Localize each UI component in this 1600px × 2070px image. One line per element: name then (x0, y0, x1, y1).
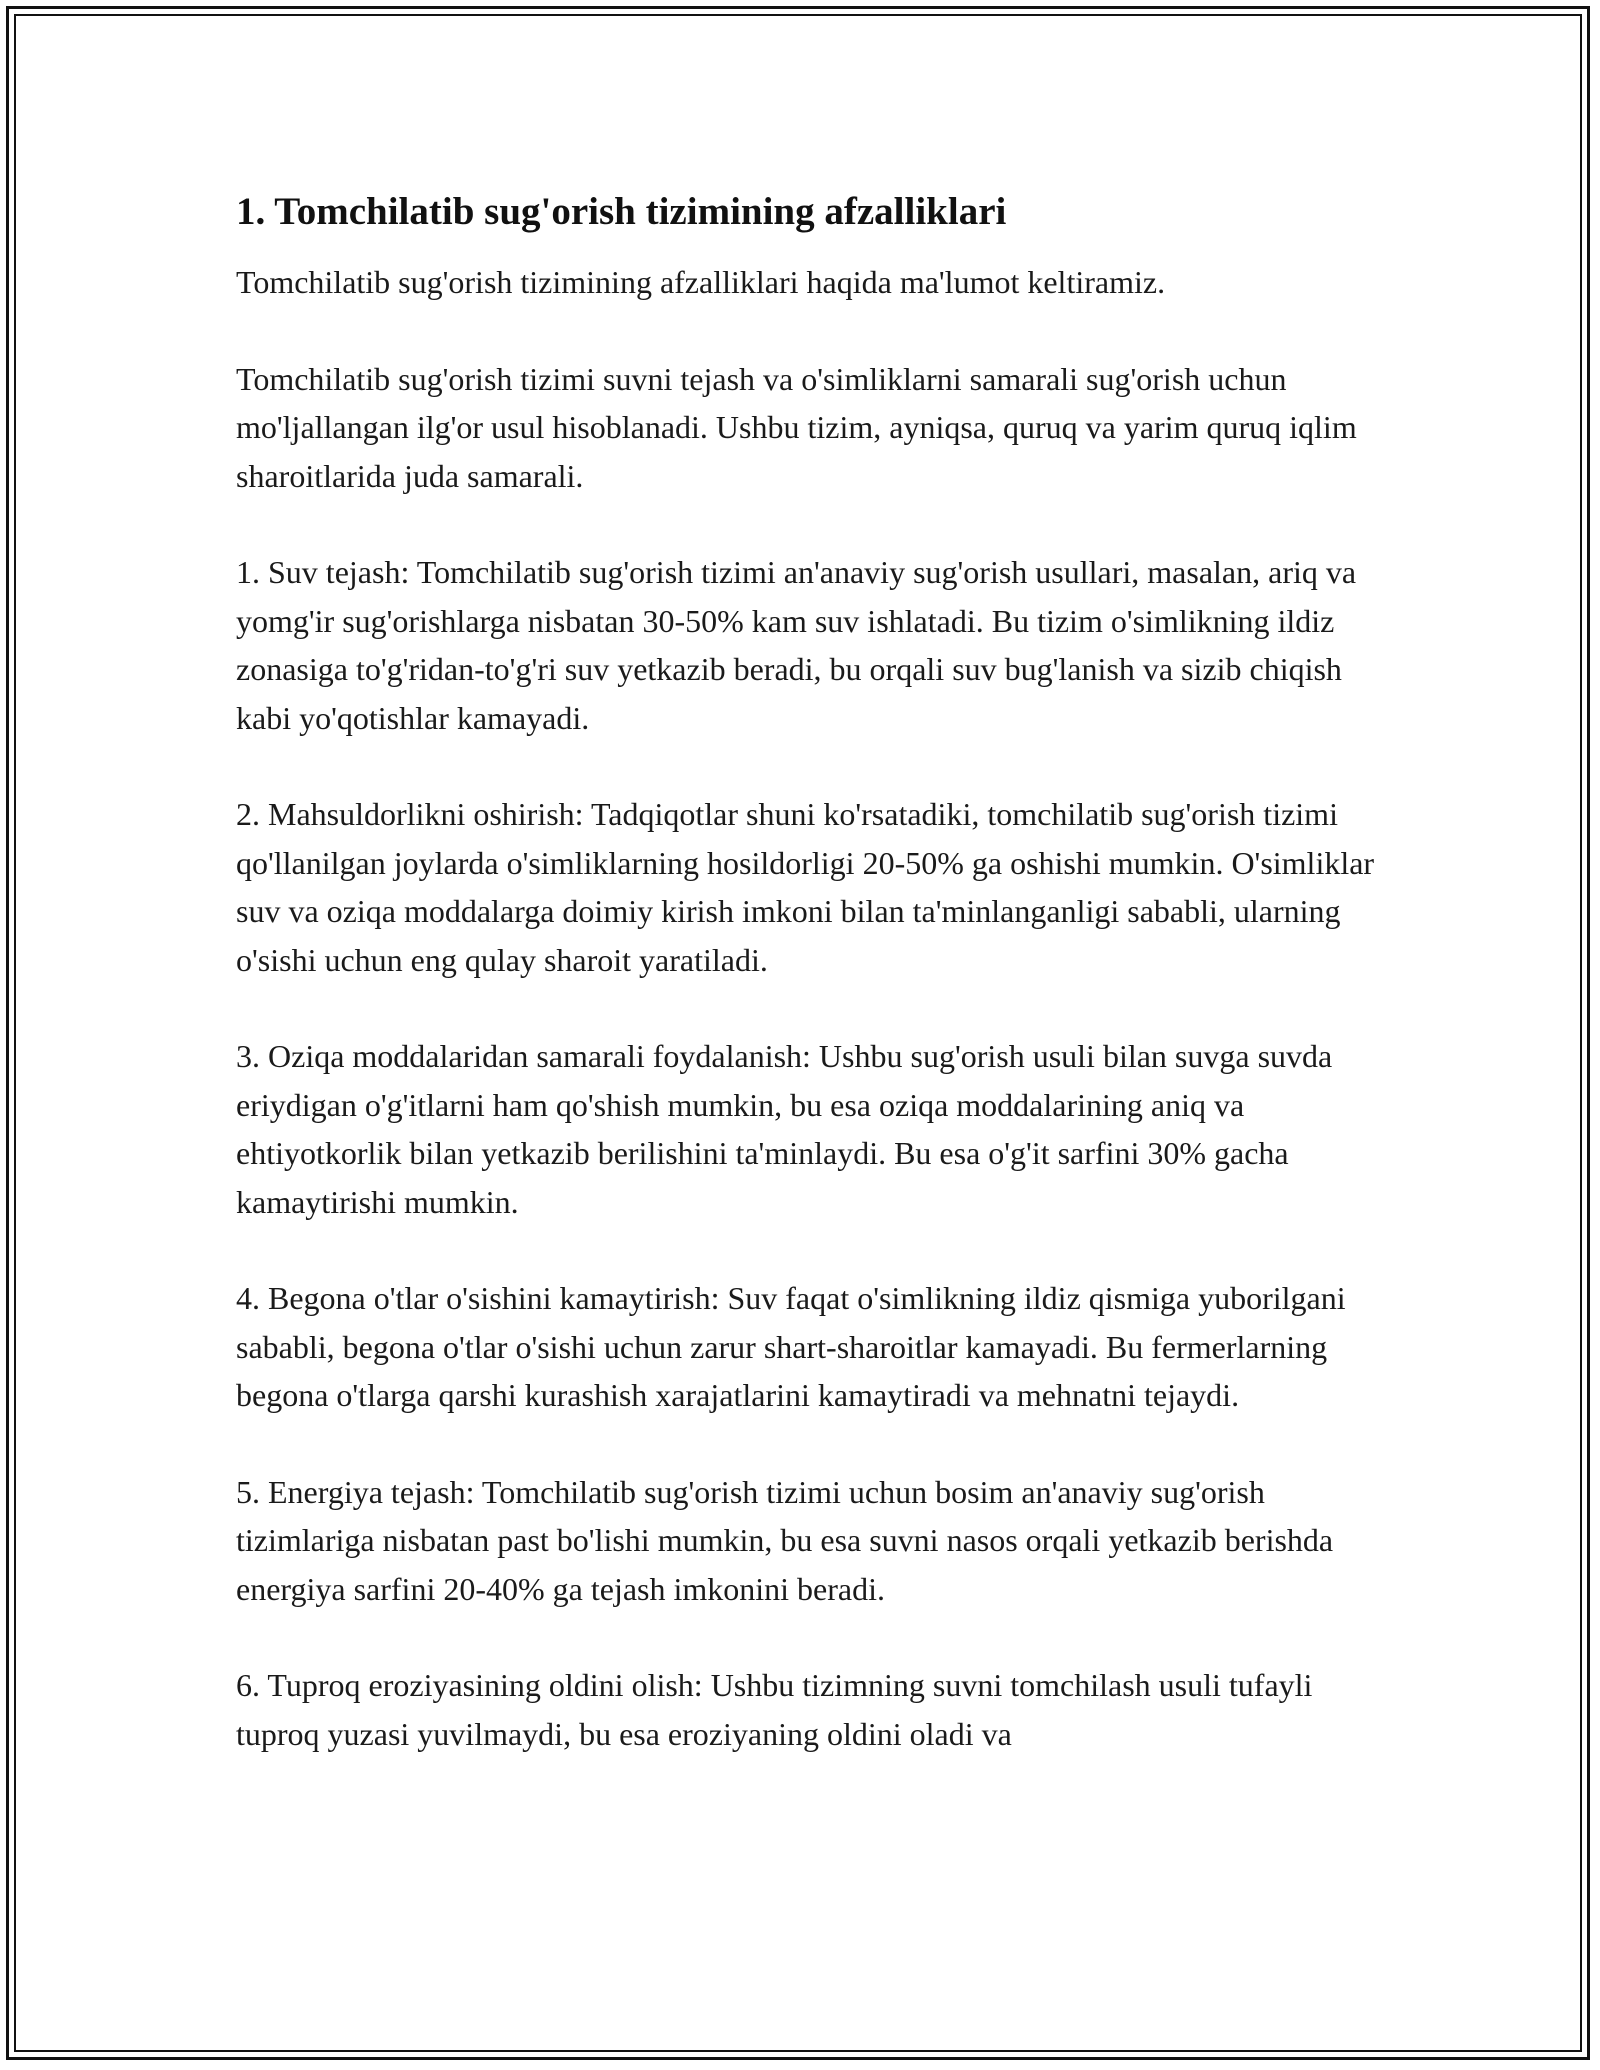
point-productivity: 2. Mahsuldorlikni oshirish: Tadqiqotlar shuni ko'rsatadiki, tomchilatib sug'orish tizimi qo'llanilgan joylarda o'simliklarning hosildorligi 20-50% ga oshishi mumkin. O'simliklar suv va oziqa moddalarga doimiy kirish imkoni bilan ta'minlanganligi sababli, ularning o'sishi uchun eng qulay sharoit yaratiladi. (236, 796, 1375, 978)
document-title: 1. Tomchilatib sug'orish tizimining afzalliklari (236, 190, 1007, 233)
point-erosion: 6. Tuproq eroziyasining oldini olish: Ushbu tizimning suvni tomchilash usuli tufayli tuproq yuzasi yuvilmaydi, bu esa eroziyaning oldini oladi va (236, 1667, 1313, 1752)
point-energy: 5. Energiya tejash: Tomchilatib sug'orish tizimi uchun bosim an'anaviy sug'orish tizimlariga nisbatan past bo'lishi mumkin, bu esa suvni nasos orqali yetkazib berishda energiya sarfini 20-40% ga tejash imkonini beradi. (236, 1473, 1334, 1607)
overview-paragraph: Tomchilatib sug'orish tizimi suvni tejash va o'simliklarni samarali sug'orish uchun mo'ljallangan ilg'or usul hisoblanadi. Ushbu tizim, ayniqsa, quruq va yarim quruq iqlim sharoitlarida juda samarali. (236, 360, 1357, 494)
point-water-saving: 1. Suv tejash: Tomchilatib sug'orish tizimi an'anaviy sug'orish usullari, masalan, ariq va yomg'ir sug'orishlarga nisbatan 30-50% kam suv ishlatadi. Bu tizim o'simlikning ildiz zonasiga to'g'ridan-to'g'ri suv yetkazib beradi, bu orqali suv bug'lanish va sizib chiqish kabi yo'qotishlar kamayadi. (236, 554, 1357, 736)
intro-paragraph: Tomchilatib sug'orish tizimining afzalliklari haqida ma'lumot keltiramiz. (236, 264, 1166, 300)
point-nutrients: 3. Oziqa moddalaridan samarali foydalanish: Ushbu sug'orish usuli bilan suvga suvda eriydigan o'g'itlarni ham qo'shish mumkin, bu esa oziqa moddalarining aniq va ehtiyotkorlik bilan yetkazib berilishini ta'minlaydi. Bu esa o'g'it sarfini 30% gacha kamaytirishi mumkin. (236, 1038, 1333, 1220)
point-weeds: 4. Begona o'tlar o'sishini kamaytirish: Suv faqat o'simlikning ildiz qismiga yuborilgani sababli, begona o'tlar o'sishi uchun zarur shart-sharoitlar kamayadi. Bu fermerlarning begona o'tlarga qarshi kurashish xarajatlarini kamaytiradi va mehnatni tejaydi. (236, 1280, 1346, 1413)
document-body (236, 186, 1376, 1806)
